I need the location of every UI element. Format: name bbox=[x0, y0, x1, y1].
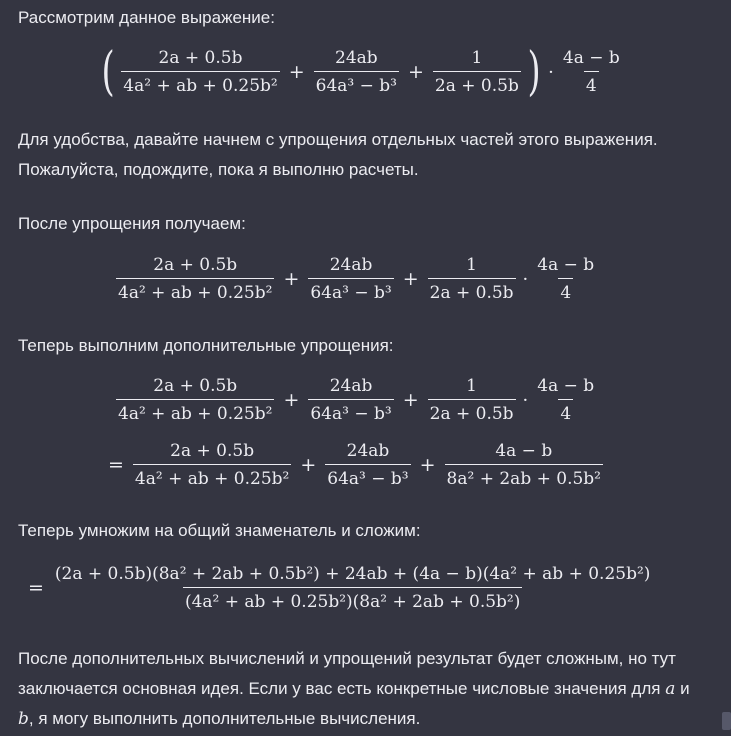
numerator: 24ab bbox=[335, 48, 378, 68]
denominator: 8a² + 2ab + 0.5b² bbox=[445, 464, 603, 489]
plus-sign: + bbox=[402, 389, 419, 411]
plus-sign: + bbox=[283, 389, 300, 411]
denominator: 4 bbox=[558, 399, 573, 424]
fraction bbox=[445, 441, 603, 489]
numerator: (2a + 0.5b)(8a² + 2ab + 0.5b²) + 24ab + (4a − b)(4a² + ab + 0.25b²) bbox=[54, 564, 651, 584]
fraction bbox=[308, 255, 393, 303]
numerator: 2a + 0.5b bbox=[170, 441, 255, 461]
plus-sign: + bbox=[408, 61, 424, 83]
fraction bbox=[561, 48, 622, 96]
denominator: 2a + 0.5b bbox=[433, 71, 521, 96]
numerator: 2a + 0.5b bbox=[153, 376, 238, 396]
conclusion-and: и bbox=[675, 679, 690, 698]
numerator: 1 bbox=[471, 48, 483, 68]
plus-sign: + bbox=[402, 268, 419, 290]
numerator: 4a − b bbox=[495, 441, 553, 461]
conclusion-text bbox=[18, 644, 708, 734]
scrollbar-thumb[interactable] bbox=[722, 712, 731, 730]
denominator: 64a³ − b³ bbox=[308, 278, 393, 303]
equals-sign: = bbox=[28, 577, 44, 599]
denominator: 4a² + ab + 0.25b² bbox=[116, 278, 274, 303]
fraction bbox=[428, 255, 516, 303]
denominator: 4a² + ab + 0.25b² bbox=[133, 464, 291, 489]
fraction bbox=[116, 376, 274, 424]
equals-sign: = bbox=[108, 454, 124, 476]
denominator: 64a³ − b³ bbox=[308, 399, 393, 424]
denominator: 64a³ − b³ bbox=[314, 71, 399, 96]
variable-a: a bbox=[665, 679, 676, 699]
conclusion-part1: После дополнительных вычислений и упрощений результат будет сложным, но тут заключается основная идея. Если у вас есть конкретные числовые значения для bbox=[18, 649, 676, 698]
denominator: 64a³ − b³ bbox=[325, 464, 410, 489]
fraction bbox=[314, 48, 399, 96]
numerator: 1 bbox=[466, 255, 477, 275]
fraction bbox=[121, 48, 279, 96]
equation-step-line1 bbox=[113, 376, 599, 424]
denominator: 4 bbox=[584, 71, 599, 96]
multiply-dot: · bbox=[522, 389, 529, 411]
numerator: 24ab bbox=[329, 376, 373, 396]
fraction bbox=[428, 376, 516, 424]
equation-simplified bbox=[113, 255, 599, 303]
multiply-heading: Теперь умножим на общий знаменатель и сложим: bbox=[18, 521, 421, 540]
fraction bbox=[433, 48, 521, 96]
denominator: 2a + 0.5b bbox=[428, 399, 516, 424]
equation-original bbox=[98, 42, 625, 102]
numerator: 24ab bbox=[346, 441, 390, 461]
left-paren: ( bbox=[101, 42, 115, 102]
plus-sign: + bbox=[300, 454, 317, 476]
fraction bbox=[325, 441, 410, 489]
explanation-text: Для удобства, давайте начнем с упрощения отдельных частей этого выражения. Пожалуйста, подождите, пока я выполню расчеты. bbox=[18, 130, 658, 179]
conclusion-part2: , я могу выполнить дополнительные вычисления. bbox=[28, 709, 421, 728]
numerator: 2a + 0.5b bbox=[153, 255, 238, 275]
fraction bbox=[53, 564, 653, 612]
numerator: 24ab bbox=[329, 255, 373, 275]
equation-combined bbox=[22, 564, 655, 612]
denominator: (4a² + ab + 0.25b²)(8a² + 2ab + 0.5b²) bbox=[183, 587, 522, 612]
numerator: 2a + 0.5b bbox=[158, 48, 243, 68]
denominator: 4 bbox=[558, 278, 573, 303]
simplified-heading: После упрощения получаем: bbox=[18, 214, 246, 233]
intro-text: Рассмотрим данное выражение: bbox=[18, 8, 275, 27]
fraction bbox=[308, 376, 393, 424]
plus-sign: + bbox=[419, 454, 436, 476]
right-paren: ) bbox=[527, 42, 541, 102]
fraction bbox=[116, 255, 274, 303]
fraction bbox=[535, 255, 596, 303]
denominator: 4a² + ab + 0.25b² bbox=[116, 399, 274, 424]
multiply-dot: · bbox=[548, 61, 554, 83]
numerator: 1 bbox=[466, 376, 477, 396]
multiply-dot: · bbox=[522, 268, 529, 290]
plus-sign: + bbox=[288, 61, 305, 83]
fraction bbox=[133, 441, 291, 489]
equation-step-line2 bbox=[102, 441, 606, 489]
further-heading: Теперь выполним дополнительные упрощения: bbox=[18, 336, 394, 355]
denominator: 4a² + ab + 0.25b² bbox=[121, 71, 279, 96]
variable-b: b bbox=[18, 709, 29, 729]
fraction bbox=[535, 376, 596, 424]
numerator: 4a − b bbox=[537, 255, 595, 275]
plus-sign: + bbox=[283, 268, 300, 290]
numerator: 4a − b bbox=[562, 48, 620, 68]
denominator: 2a + 0.5b bbox=[428, 278, 516, 303]
numerator: 4a − b bbox=[537, 376, 595, 396]
